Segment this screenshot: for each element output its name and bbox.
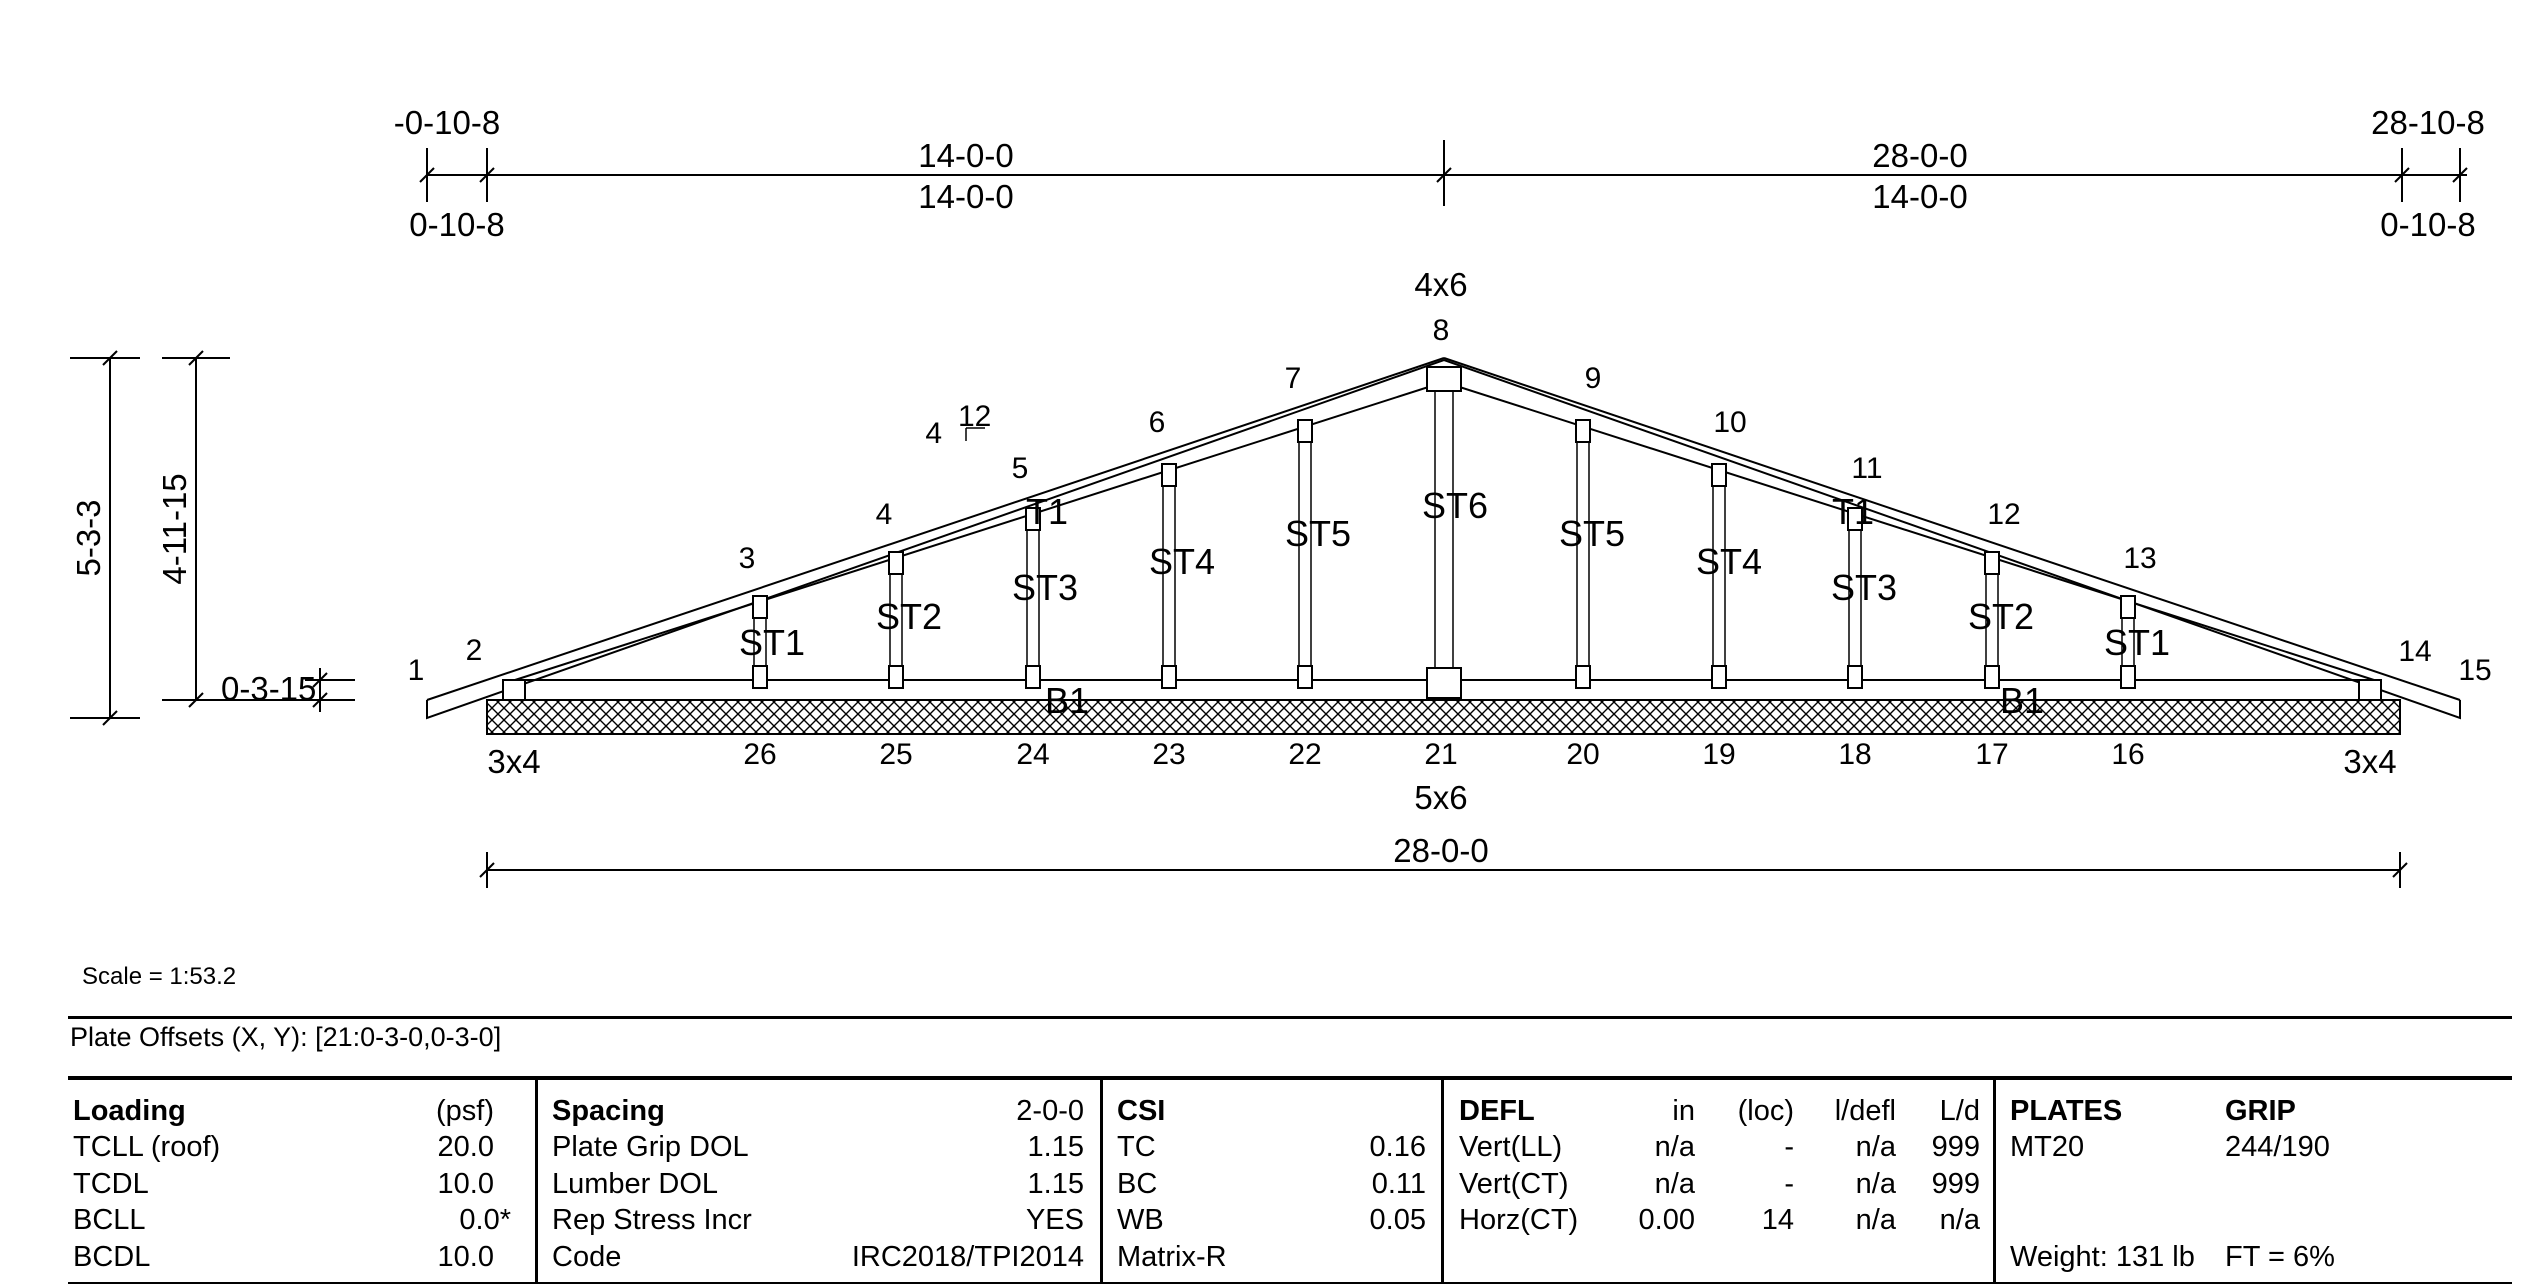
column-divider (535, 1080, 538, 1282)
member-label: ST5 (1558, 513, 1626, 554)
pitch-rise: 4 (925, 417, 942, 450)
defl-value: 999 (1931, 1168, 1980, 1200)
defl-column-header: l/defl (1834, 1095, 1896, 1127)
spacing-label: Lumber DOL (552, 1168, 719, 1200)
loading-label: BCLL (73, 1204, 146, 1236)
joint-label: 7 (1284, 362, 1302, 395)
csi-value: 0.11 (1371, 1168, 1426, 1200)
joint-label: 6 (1148, 406, 1166, 439)
weight-value: Weight: 131 lb (2010, 1241, 2195, 1273)
defl-value: n/a (1855, 1168, 1896, 1200)
member-label: T1 (1025, 491, 1069, 532)
joint-label: 10 (1713, 406, 1747, 439)
member-label: ST6 (1421, 485, 1489, 526)
joint-label: 13 (2123, 542, 2157, 575)
ft-value: FT = 6% (2225, 1241, 2335, 1273)
loading-unit: (psf) (436, 1095, 494, 1127)
dim-left-panel-bottom: 14-0-0 (918, 178, 1014, 215)
defl-value: - (1784, 1131, 1794, 1163)
plate-type: MT20 (2010, 1131, 2085, 1163)
joint-label: 8 (1432, 314, 1450, 347)
joint-label: 11 (1851, 452, 1883, 485)
joint-label: 1 (407, 654, 425, 687)
csi-value: 0.05 (1369, 1204, 1426, 1236)
plate-offsets: Plate Offsets (X, Y): [21:0-3-0,0-3-0] (70, 1022, 502, 1052)
member-label: ST2 (1967, 596, 2035, 637)
column-divider (1100, 1080, 1103, 1282)
pitch-mark (925, 400, 991, 450)
joint-label: 18 (1838, 738, 1872, 771)
joint-label: 14 (2398, 635, 2432, 668)
spacing-label: Rep Stress Incr (552, 1204, 752, 1236)
spacing-label: Plate Grip DOL (552, 1131, 749, 1163)
loading-value: 0.0* (459, 1204, 511, 1236)
member-label: B1 (1999, 680, 2045, 721)
spacing-row-value: 1.15 (1027, 1168, 1084, 1200)
plate-peak: 4x6 (1414, 266, 1468, 303)
member-label: B1 (1044, 680, 1090, 721)
member-label: ST3 (1011, 567, 1079, 608)
dim-right-overhang-bottom: 0-10-8 (2380, 206, 2476, 243)
divider (68, 1016, 2512, 1019)
dim-right-panel-bottom: 14-0-0 (1872, 178, 1968, 215)
defl-value: - (1784, 1168, 1794, 1200)
plate-bottom-center: 5x6 (1414, 779, 1468, 816)
grip-header: GRIP (2225, 1095, 2296, 1127)
dim-overall-height: 5-3-3 (70, 499, 107, 577)
loading-value: 10.0 (437, 1168, 494, 1200)
defl-value: n/a (1939, 1204, 1980, 1236)
dim-left-panel-top: 14-0-0 (918, 137, 1014, 174)
csi-value: 0.16 (1369, 1131, 1426, 1163)
defl-column-header: (loc) (1737, 1095, 1794, 1127)
joint-label: 19 (1702, 738, 1736, 771)
dim-bottom-span: 28-0-0 (1393, 832, 1489, 869)
spacing-value: 2-0-0 (1016, 1095, 1084, 1127)
member-label: ST1 (738, 622, 806, 663)
joint-label: 17 (1975, 738, 2009, 771)
spacing-row-value: IRC2018/TPI2014 (851, 1241, 1084, 1273)
csi-header: CSI (1117, 1095, 1166, 1127)
joint-label: 25 (879, 738, 913, 771)
dim-left-overhang-top: -0-10-8 (393, 104, 501, 141)
joint-label: 15 (2458, 654, 2492, 687)
defl-value: 14 (1761, 1204, 1794, 1236)
plate-left-heel: 3x4 (487, 743, 541, 780)
joint-label: 4 (875, 498, 893, 531)
member-label: ST4 (1695, 541, 1763, 582)
defl-label: Vert(CT) (1459, 1168, 1569, 1200)
defl-column-header: in (1672, 1095, 1695, 1127)
spacing-label: Code (552, 1241, 622, 1273)
joint-label: 20 (1566, 738, 1600, 771)
member-label: ST1 (2103, 622, 2171, 663)
grip-value: 244/190 (2225, 1131, 2330, 1163)
csi-label: Matrix-R (1117, 1241, 1227, 1273)
dim-heel-height: 0-3-15 (221, 670, 317, 707)
joint-label: 21 (1424, 738, 1458, 771)
top-dimension-line (394, 104, 2485, 243)
joint-label: 2 (465, 634, 483, 667)
member-label: ST4 (1148, 541, 1216, 582)
spacing-row-value: YES (1025, 1204, 1084, 1236)
dim-left-overhang-bottom: 0-10-8 (409, 206, 505, 243)
joint-label: 26 (743, 738, 777, 771)
bottom-dimension-line (480, 832, 2407, 888)
defl-value: n/a (1654, 1168, 1695, 1200)
dim-right-panel-top: 28-0-0 (1872, 137, 1968, 174)
dim-inner-height: 4-11-15 (156, 473, 193, 585)
dim-right-overhang-top: 28-10-8 (2371, 104, 2485, 141)
joint-label: 22 (1288, 738, 1322, 771)
scale-label: Scale = 1:53.2 (82, 963, 237, 990)
loading-value: 10.0 (437, 1241, 494, 1273)
divider (68, 1076, 2512, 1080)
plates-header: PLATES (2010, 1095, 2123, 1127)
defl-label: Vert(LL) (1459, 1131, 1563, 1163)
member-label: ST2 (875, 596, 943, 637)
csi-label: BC (1117, 1168, 1158, 1200)
loading-label: TCLL (roof) (73, 1131, 221, 1163)
loading-label: BCDL (73, 1241, 151, 1273)
plate-right-heel: 3x4 (2343, 743, 2397, 780)
csi-label: WB (1117, 1204, 1164, 1236)
defl-column-header: L/d (1939, 1095, 1980, 1127)
defl-value: 0.00 (1638, 1204, 1695, 1236)
defl-value: 999 (1931, 1131, 1980, 1163)
defl-label: Horz(CT) (1459, 1204, 1579, 1236)
spacing-row-value: 1.15 (1027, 1131, 1084, 1163)
joint-label: 9 (1584, 362, 1602, 395)
joint-label: 12 (1987, 498, 2021, 531)
member-label: T1 (1831, 491, 1875, 532)
defl-value: n/a (1654, 1131, 1695, 1163)
defl-header: DEFL (1459, 1095, 1535, 1127)
pitch-run: 12 (958, 400, 992, 433)
bearing-wall-hatch (487, 700, 2400, 734)
loading-header: Loading (73, 1095, 186, 1127)
member-label: ST5 (1284, 513, 1352, 554)
column-divider (1441, 1080, 1444, 1282)
bottom-joint-numbers (743, 738, 2144, 771)
truss-chords (427, 358, 2460, 718)
defl-value: n/a (1855, 1131, 1896, 1163)
loading-label: TCDL (73, 1168, 149, 1200)
joint-label: 5 (1011, 452, 1029, 485)
height-dimensions (70, 351, 355, 725)
spacing-header: Spacing (552, 1095, 665, 1127)
joint-label: 23 (1152, 738, 1186, 771)
joint-label: 16 (2111, 738, 2145, 771)
loading-value: 20.0 (437, 1131, 494, 1163)
csi-label: TC (1117, 1131, 1156, 1163)
joint-label: 3 (738, 542, 756, 575)
member-label: ST3 (1830, 567, 1898, 608)
column-divider (1993, 1080, 1996, 1282)
defl-value: n/a (1855, 1204, 1896, 1236)
joint-label: 24 (1016, 738, 1050, 771)
